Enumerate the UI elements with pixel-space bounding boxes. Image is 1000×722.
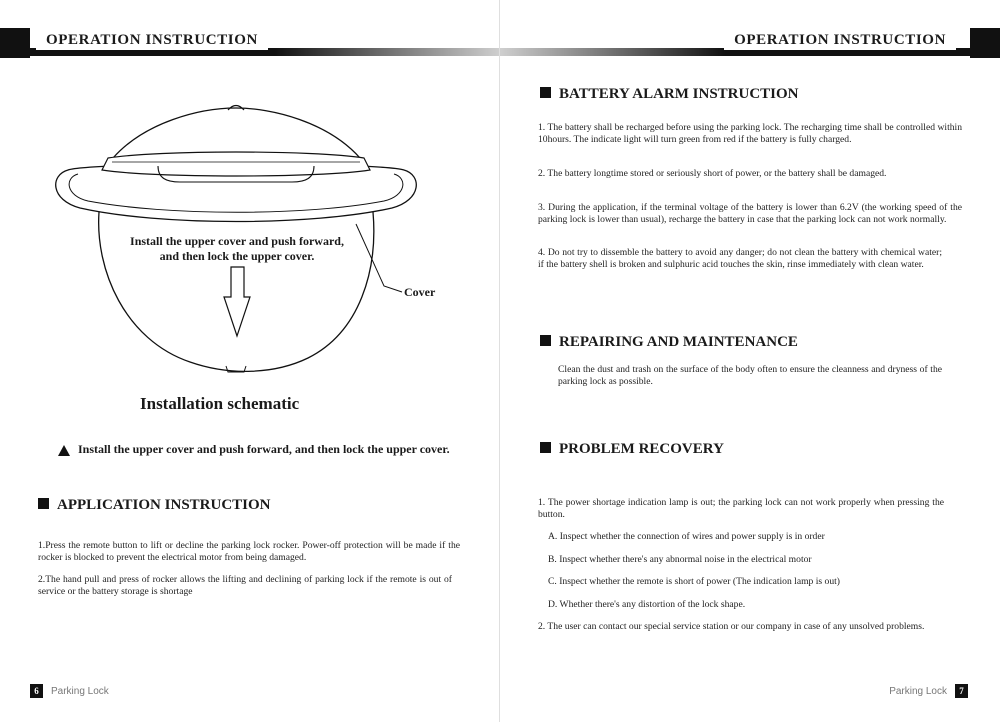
left-page-number: 6 xyxy=(30,684,43,698)
push-down-arrow xyxy=(224,267,250,336)
problem-heading-text: PROBLEM RECOVERY xyxy=(559,441,724,457)
upper-cover-outline xyxy=(113,108,360,158)
application-heading xyxy=(38,495,271,515)
problem-subitem-b: B. Inspect whether there's any abnormal noise in the electrical motor xyxy=(548,554,812,565)
battery-item-2: 2. The battery longtime stored or seriously short of power, or the battery shall be damaged. xyxy=(538,168,887,179)
square-bullet-icon xyxy=(540,87,551,98)
diagram-note xyxy=(117,234,357,264)
application-item-1: 1.Press the remote button to lift or decline the parking lock rocker. Power-off protection will be made if the rocker is blocked to prevent the electrical motor from being damaged. xyxy=(38,540,460,563)
repairing-heading xyxy=(540,332,798,352)
diagram-note-line1: Install the upper cover and push forward, xyxy=(130,234,344,248)
battery-item-4: 4. Do not try to dissemble the battery to avoid any danger; do not clean the battery with chemical water; if the battery shell is broken and sulphuric acid touches the skin, rinse immediately with clean water. xyxy=(538,247,942,270)
right-page xyxy=(500,0,1000,722)
right-header-title: OPERATION INSTRUCTION xyxy=(724,30,956,50)
application-item-2: 2.The hand pull and press of rocker allows the lifting and declining of parking lock if the remote is out of service or the battery storage is shortage xyxy=(38,574,452,597)
upper-housing xyxy=(102,152,370,176)
cover-leader-line xyxy=(356,224,402,292)
diagram-note-line2: and then lock the upper cover. xyxy=(159,249,315,263)
square-bullet-icon xyxy=(38,498,49,509)
right-header-block xyxy=(970,28,1000,58)
installation-note xyxy=(58,442,468,457)
problem-item-2: 2. The user can contact our special service station or our company in case of any unsolved problems. xyxy=(538,621,925,632)
right-header xyxy=(500,28,1000,58)
square-bullet-icon xyxy=(540,335,551,346)
problem-heading xyxy=(540,439,724,459)
left-header xyxy=(0,28,500,58)
installation-note-text: Install the upper cover and push forward, and then lock the upper cover. xyxy=(78,442,450,456)
problem-item-1: 1. The power shortage indication lamp is out; the parking lock can not work properly when pressing the button. xyxy=(538,497,944,520)
battery-heading xyxy=(540,84,799,104)
left-header-title: OPERATION INSTRUCTION xyxy=(36,30,268,50)
left-header-block xyxy=(0,28,30,58)
left-footer xyxy=(30,684,109,700)
cover-label: Cover xyxy=(404,285,436,299)
square-bullet-icon xyxy=(540,442,551,453)
battery-item-3: 3. During the application, if the terminal voltage of the battery is lower than 6.2V (the working speed of the parking lock is lower than usual), recharge the battery in case that the parking lock can not work normally. xyxy=(538,202,962,225)
repairing-heading-text: REPAIRING AND MAINTENANCE xyxy=(559,334,798,350)
problem-subitem-a: A. Inspect whether the connection of wires and power supply is in order xyxy=(548,531,825,542)
problem-subitem-d: D. Whether there's any distortion of the lock shape. xyxy=(548,599,746,610)
battery-item-1: 1. The battery shall be recharged before using the parking lock. The recharging time shall be controlled within 10hours. The indicate light will turn green from red if the battery is fully charged. xyxy=(538,122,962,145)
schematic-title: Installation schematic xyxy=(140,394,300,413)
repairing-text: Clean the dust and trash on the surface of the body often to ensure the cleanness and dryness of the parking lock as possible. xyxy=(558,364,942,387)
battery-heading-text: BATTERY ALARM INSTRUCTION xyxy=(559,86,799,102)
problem-subitem-c: C. Inspect whether the remote is short of power (The indication lamp is out) xyxy=(548,576,841,587)
right-footer-label: Parking Lock xyxy=(889,686,947,697)
right-footer xyxy=(889,684,968,700)
application-heading-text: APPLICATION INSTRUCTION xyxy=(57,497,271,513)
left-footer-label: Parking Lock xyxy=(51,686,109,697)
right-page-number: 7 xyxy=(955,684,968,698)
warning-triangle-icon xyxy=(58,445,70,456)
